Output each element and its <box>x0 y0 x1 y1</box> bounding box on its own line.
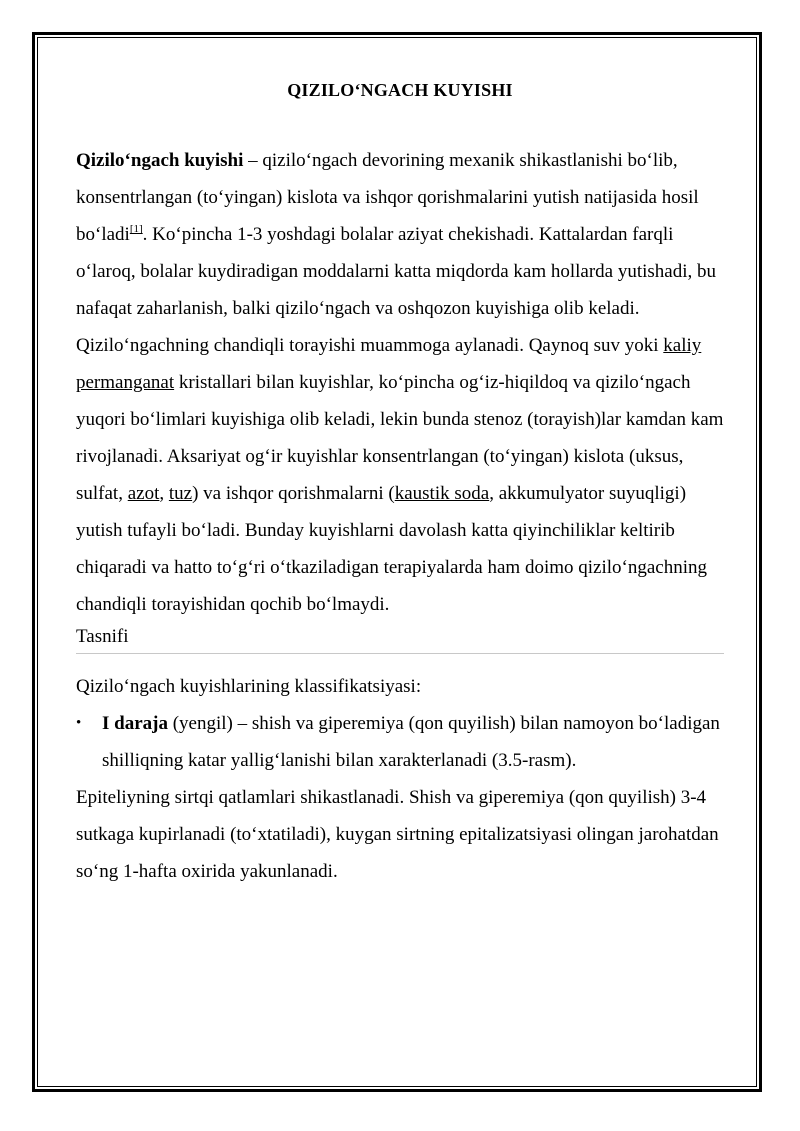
link-tuz[interactable]: tuz <box>168 483 193 504</box>
classification-intro: Qizilo‘ngach kuyishlarining klassifikatsiyasi: <box>76 676 422 697</box>
intro-text-2: . Ko‘pincha 1-3 yoshdagi bolalar aziyat chekishadi. Kattalardan farqli o‘laroq, bolalar kuydiradigan moddalarni katta miqdorda kam hollarda yutishadi, bu nafaqat zaharlanish, balki qizilo‘ngach va oshqozon kuyishiga olib keladi. Qizilo‘ngachning chandiqli torayishi muammoga aylanadi. Qaynoq suv yoki <box>76 224 717 356</box>
document-title: QIZILO‘NGACH KUYISHI <box>287 80 513 100</box>
degree-label: I daraja <box>102 713 168 734</box>
intro-text-3: kristallari bilan kuyishlar, ko‘pincha og‘iz-hiqildoq va qizilo‘ngach yuqori bo‘limlari kuyishiga olib keladi, lekin bunda stenoz (torayish)lar kamdan kam rivojlanadi. Aksariyat og‘ir kuyishlar konsentrlangan (to‘yingan) kislota (uksus, sulfat, <box>76 372 724 504</box>
degree-description: (yengil) – shish va giperemiya (qon quyilish) bilan namoyon bo‘ladigan shilliqning katar yallig‘lanishi bilan xarakterlanadi (3.5-rasm). <box>102 713 720 771</box>
intro-paragraph <box>76 142 724 623</box>
section-heading-tasnifi: Tasnifi <box>76 625 724 654</box>
footnote-link[interactable]: [1] <box>129 223 143 235</box>
document-body <box>76 72 724 890</box>
link-kaustik-soda[interactable]: kaustik soda <box>394 483 490 504</box>
intro-text-1: – qizilo‘ngach devorining mexanik shikastlanishi bo‘lib, konsentrlangan (to‘yingan) kislota va ishqor qorishmalarini yutish natijasida hosil bo‘ladi <box>76 150 699 245</box>
epithelium-paragraph: Epiteliyning sirtqi qatlamlari shikastlanadi. Shish va giperemiya (qon quyilish) 3-4 sutkaga kupirlanadi (to‘xtatiladi), kuygan sirtning epitalizatsiyasi olingan jarohatdan so‘ng 1-hafta oxirida yakunlanadi. <box>76 787 719 882</box>
link-kaliy-permanganat[interactable]: kaliy permanganat <box>76 335 702 393</box>
term-bold: Qizilo‘ngach kuyishi <box>76 150 244 171</box>
classification-list <box>76 705 724 779</box>
intro-text-4: , <box>159 483 169 504</box>
link-azot[interactable]: azot <box>127 483 160 504</box>
intro-text-5: ) va ishqor qorishmalarni ( <box>192 483 395 504</box>
list-item <box>76 705 724 779</box>
bullet-icon: • <box>76 715 82 731</box>
intro-text-6: , akkumulyator suyuqligi) yutish tufayli bo‘ladi. Bunday kuyishlarni davolash katta qiyinchiliklar keltirib chiqaradi va hatto to‘g‘ri o‘tkaziladigan terapiyalarda ham doimo qizilo‘ngachning chandiqli torayishidan qochib bo‘lmaydi. <box>76 483 707 615</box>
